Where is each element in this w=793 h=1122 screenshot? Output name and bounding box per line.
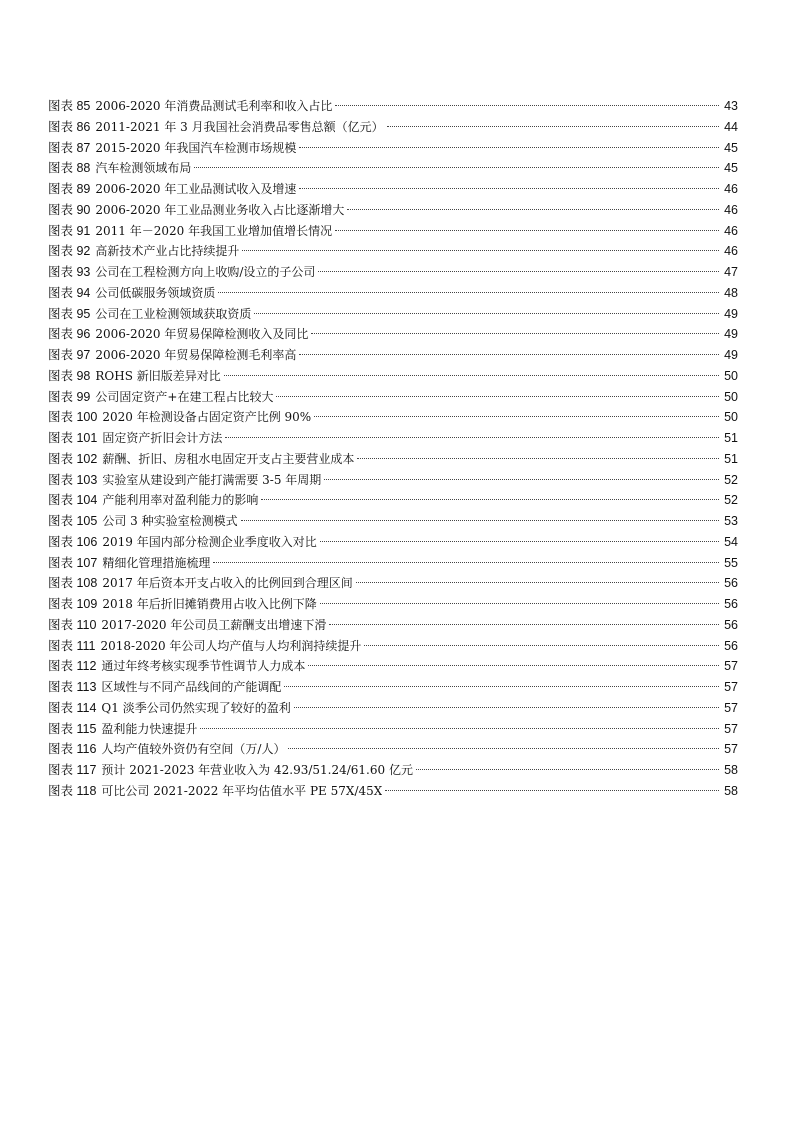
toc-entry[interactable] [48, 511, 738, 532]
dot-leader [320, 541, 719, 542]
toc-entry[interactable] [48, 656, 738, 677]
page-number: 56 [724, 638, 738, 653]
page-number: 57 [724, 659, 738, 674]
figure-title: 公司固定资产+在建工程占比较大 [95, 389, 274, 404]
page-number: 55 [724, 555, 738, 570]
dot-leader [335, 230, 719, 231]
figure-label: 图表 113 [48, 680, 97, 694]
page-number: 57 [724, 680, 738, 694]
figure-title: 2017 年后资本开支占收入的比例回到合理区间 [102, 576, 353, 591]
dot-leader [320, 603, 719, 604]
page-number: 46 [724, 202, 738, 217]
dot-leader [299, 188, 719, 189]
dot-leader [218, 292, 719, 293]
figure-label: 图表 107 [48, 555, 98, 570]
table-of-figures [48, 96, 738, 802]
dot-leader [364, 645, 719, 646]
dot-leader [194, 167, 719, 168]
figure-label: 图表 114 [48, 700, 97, 715]
page-number: 56 [724, 597, 738, 611]
dot-leader [416, 769, 719, 770]
page-number: 47 [724, 265, 738, 279]
figure-title: 2006-2020 年贸易保障检测收入及同比 [95, 327, 309, 342]
figure-label: 图表 93 [48, 265, 91, 279]
toc-entry[interactable] [48, 407, 738, 428]
dot-leader [224, 375, 719, 376]
figure-label: 图表 117 [48, 763, 97, 777]
page-number: 52 [724, 493, 738, 508]
page-number: 51 [724, 451, 738, 466]
figure-title: 公司低碳服务领域资质 [95, 285, 216, 300]
figure-title: 2006-2020 年贸易保障检测毛利率高 [95, 348, 297, 362]
figure-title: 盈利能力快速提升 [101, 721, 198, 736]
toc-entry[interactable] [48, 241, 738, 262]
toc-entry[interactable] [48, 470, 738, 491]
page-number: 57 [724, 700, 738, 715]
page-number: 51 [724, 431, 738, 445]
toc-entry[interactable] [48, 324, 738, 345]
page-number: 50 [724, 368, 738, 383]
page-number: 45 [724, 161, 738, 176]
page-number: 46 [724, 223, 738, 238]
figure-label: 图表 98 [48, 368, 91, 383]
dot-leader [324, 479, 719, 480]
figure-label: 图表 105 [48, 514, 98, 528]
figure-label: 图表 103 [48, 472, 98, 487]
dot-leader [288, 748, 719, 749]
figure-title: 预计 2021-2023 年营业收入为 42.93/51.24/61.60 亿元 [101, 763, 413, 777]
figure-label: 图表 99 [48, 389, 91, 404]
dot-leader [200, 728, 719, 729]
dot-leader [335, 105, 719, 106]
figure-label: 图表 115 [48, 721, 97, 736]
toc-entry[interactable] [48, 366, 738, 387]
toc-entry[interactable] [48, 698, 738, 719]
toc-entry[interactable] [48, 760, 738, 781]
figure-label: 图表 108 [48, 576, 98, 591]
dot-leader [241, 520, 719, 521]
figure-title: 2017-2020 年公司员工薪酬支出增速下滑 [101, 617, 327, 632]
page-number: 50 [724, 410, 738, 425]
figure-title: 2006-2020 年工业品测试收入及增速 [95, 182, 297, 196]
dot-leader [318, 271, 719, 272]
toc-entry[interactable] [48, 179, 738, 200]
figure-title: 产能利用率对盈利能力的影响 [102, 493, 259, 508]
toc-entry[interactable] [48, 387, 738, 408]
figure-label: 图表 100 [48, 410, 98, 425]
figure-label: 图表 92 [48, 244, 91, 259]
dot-leader [308, 665, 719, 666]
dot-leader [387, 126, 719, 127]
dot-leader [254, 313, 719, 314]
dot-leader [213, 562, 719, 563]
toc-entry[interactable] [48, 283, 738, 304]
page-number: 56 [724, 576, 738, 591]
figure-title: 2019 年国内部分检测企业季度收入对比 [102, 534, 317, 549]
figure-title: 2011 年－2020 年我国工业增加值增长情况 [95, 223, 333, 238]
figure-title: 固定资产折旧会计方法 [102, 431, 223, 445]
toc-entry[interactable] [48, 573, 738, 594]
figure-title: 区域性与不同产品线间的产能调配 [101, 680, 282, 694]
dot-leader [329, 624, 719, 625]
figure-title: 汽车检测领域布局 [95, 161, 192, 176]
figure-title: 公司 3 种实验室检测模式 [102, 514, 238, 528]
toc-entry[interactable] [48, 304, 738, 325]
dot-leader [314, 416, 719, 417]
figure-label: 图表 112 [48, 659, 97, 674]
toc-entry[interactable] [48, 449, 738, 470]
dot-leader [225, 437, 719, 438]
figure-title: 2018 年后折旧摊销费用占收入比例下降 [102, 597, 317, 611]
figure-label: 图表 86 [48, 119, 91, 134]
page-number: 49 [724, 306, 738, 321]
dot-leader [299, 354, 719, 355]
dot-leader [347, 209, 719, 210]
toc-entry[interactable] [48, 158, 738, 179]
figure-label: 图表 116 [48, 742, 97, 757]
dot-leader [276, 396, 719, 397]
dot-leader [284, 686, 719, 687]
page-number: 53 [724, 514, 738, 528]
toc-entry[interactable] [48, 138, 738, 159]
figure-title: ROHS 新旧版差异对比 [95, 368, 221, 383]
dot-leader [299, 147, 719, 148]
figure-label: 图表 89 [48, 182, 91, 196]
toc-entry[interactable] [48, 345, 738, 366]
figure-title: 通过年终考核实现季节性调节人力成本 [101, 659, 306, 674]
toc-entry[interactable] [48, 739, 738, 760]
figure-title: 2020 年检测设备占固定资产比例 90% [102, 410, 312, 425]
figure-label: 图表 88 [48, 161, 91, 176]
figure-label: 图表 101 [48, 431, 98, 445]
page-number: 57 [724, 721, 738, 736]
page-number: 56 [724, 617, 738, 632]
dot-leader [261, 499, 719, 500]
figure-title: 2018-2020 年公司人均产值与人均利润持续提升 [100, 638, 362, 653]
page-number: 43 [724, 99, 738, 113]
figure-label: 图表 87 [48, 140, 91, 155]
page-number: 46 [724, 182, 738, 196]
page-number: 46 [724, 244, 738, 259]
dot-leader [357, 458, 719, 459]
page-number: 54 [724, 534, 738, 549]
figure-title: 2015-2020 年我国汽车检测市场规模 [95, 140, 297, 155]
figure-title: 2006-2020 年消费品测试毛利率和收入占比 [95, 99, 333, 113]
figure-label: 图表 91 [48, 223, 91, 238]
toc-entry[interactable] [48, 262, 738, 283]
page-number: 49 [724, 327, 738, 342]
toc-entry[interactable] [48, 781, 738, 802]
page-number: 52 [724, 472, 738, 487]
toc-entry[interactable] [48, 96, 738, 117]
figure-title: 精细化管理措施梳理 [102, 555, 211, 570]
figure-title: 高新技术产业占比持续提升 [95, 244, 240, 259]
page-number: 48 [724, 285, 738, 300]
dot-leader [242, 250, 719, 251]
dot-leader [385, 790, 719, 791]
figure-title: 薪酬、折旧、房租水电固定开支占主要营业成本 [102, 451, 355, 466]
figure-label: 图表 102 [48, 451, 98, 466]
figure-title: 可比公司 2021-2022 年平均估值水平 PE 57X/45X [101, 783, 383, 798]
page-number: 58 [724, 763, 738, 777]
figure-label: 图表 85 [48, 99, 91, 113]
figure-label: 图表 94 [48, 285, 91, 300]
figure-title: 实验室从建设到产能打满需要 3-5 年周期 [102, 472, 322, 487]
toc-entry[interactable] [48, 615, 738, 636]
figure-title: 2006-2020 年工业品测业务收入占比逐渐增大 [95, 202, 345, 217]
toc-entry[interactable] [48, 594, 738, 615]
figure-label: 图表 96 [48, 327, 91, 342]
toc-entry[interactable] [48, 428, 738, 449]
toc-entry[interactable] [48, 677, 738, 698]
page-number: 45 [724, 140, 738, 155]
dot-leader [294, 707, 719, 708]
figure-label: 图表 104 [48, 493, 98, 508]
figure-title: Q1 淡季公司仍然实现了较好的盈利 [101, 700, 291, 715]
toc-entry[interactable] [48, 117, 738, 138]
toc-entry[interactable] [48, 553, 738, 574]
dot-leader [311, 333, 719, 334]
figure-label: 图表 97 [48, 348, 91, 362]
toc-entry[interactable] [48, 221, 738, 242]
figure-label: 图表 111 [48, 638, 96, 653]
figure-label: 图表 95 [48, 306, 91, 321]
figure-label: 图表 90 [48, 202, 91, 217]
figure-label: 图表 110 [48, 617, 97, 632]
page-number: 50 [724, 389, 738, 404]
page-number: 58 [724, 783, 738, 798]
page-number: 44 [724, 119, 738, 134]
dot-leader [356, 582, 719, 583]
toc-entry[interactable] [48, 636, 738, 657]
figure-label: 图表 118 [48, 783, 97, 798]
toc-entry[interactable] [48, 719, 738, 740]
figure-title: 公司在工业检测领域获取资质 [95, 306, 252, 321]
page-number: 49 [724, 348, 738, 362]
figure-label: 图表 106 [48, 534, 98, 549]
figure-title: 2011-2021 年 3 月我国社会消费品零售总额（亿元） [95, 119, 384, 134]
figure-title: 公司在工程检测方向上收购/设立的子公司 [95, 265, 316, 279]
toc-entry[interactable] [48, 200, 738, 221]
page-number: 57 [724, 742, 738, 757]
figure-label: 图表 109 [48, 597, 98, 611]
toc-entry[interactable] [48, 490, 738, 511]
toc-entry[interactable] [48, 532, 738, 553]
figure-title: 人均产值较外资仍有空间（万/人） [101, 742, 286, 757]
